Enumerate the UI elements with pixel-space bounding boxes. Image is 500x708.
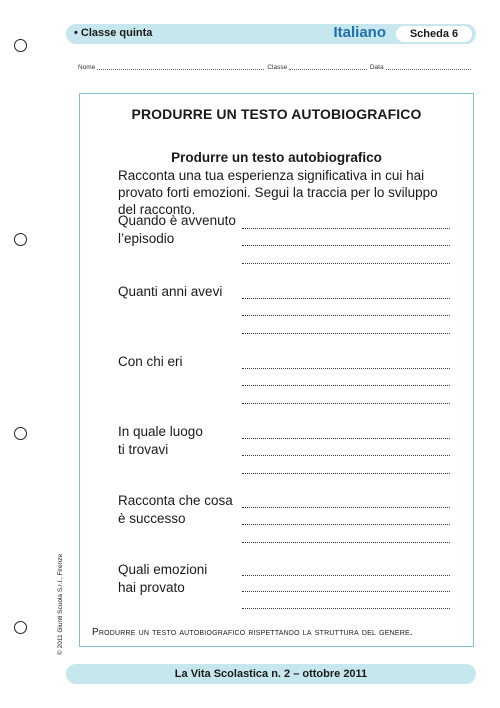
header-bar [66,24,476,44]
worksheet-frame [79,93,474,647]
worksheet-title: PRODURRE UN TESTO AUTOBIOGRAFICO [131,106,422,122]
question-label: ti trovavi [118,442,169,457]
answer-line[interactable] [242,608,450,609]
date-label: Data [369,64,384,71]
name-field[interactable] [97,63,264,70]
question-label: l’episodio [118,231,175,246]
question-label: Con chi eri [118,354,183,369]
answer-line[interactable] [242,403,450,404]
question-label: Quali emozioni [118,562,208,577]
answer-line[interactable] [242,473,450,474]
class-level-label: • Classe quinta [74,27,153,39]
student-info-row [78,63,474,71]
footer-bar [66,664,476,684]
answer-line[interactable] [242,575,450,576]
answer-line[interactable] [242,542,450,543]
question-label: è successo [118,511,186,526]
binder-hole-2 [14,233,27,246]
answer-line[interactable] [242,385,450,386]
binder-hole-3 [14,427,27,440]
question-1 [118,212,258,248]
sheet-number-badge: Scheda 6 [396,26,472,42]
closing-instruction: Produrre un testo autobiografico rispettando la struttura del genere. [92,627,413,638]
answer-line[interactable] [242,368,450,369]
answer-line[interactable] [242,298,450,299]
copyright-text: © 2011 Giunti Scuola S.r.l., Firenze [57,553,64,655]
answer-line[interactable] [242,591,450,592]
answer-line[interactable] [242,507,450,508]
exercise-subtitle: Produrre un testo autobiografico [171,150,382,165]
question-label: Quando è avvenuto [118,213,236,228]
name-label: Nome [78,64,96,71]
answer-line[interactable] [242,228,450,229]
question-label: Quanti anni avevi [118,284,223,299]
publication-info: La Vita Scolastica n. 2 – ottobre 2011 [174,668,368,680]
answer-line[interactable] [242,245,450,246]
date-field[interactable] [386,63,471,70]
question-label: In quale luogo [118,424,203,439]
question-4 [118,423,258,459]
binder-hole-1 [14,39,27,52]
question-3 [118,353,258,371]
question-5 [118,492,258,528]
class-field[interactable] [289,63,367,70]
answer-line[interactable] [242,455,450,456]
binder-hole-4 [14,621,27,634]
class-label: Classe [267,64,288,71]
answer-line[interactable] [242,315,450,316]
subject-title: Italiano [333,24,386,41]
answer-line[interactable] [242,333,450,334]
question-label: Racconta che cosa [118,493,233,508]
answer-line[interactable] [242,438,450,439]
exercise-instructions: Racconta una tua esperienza significativa in cui hai provato forti emozioni. Segui la traccia per lo sviluppo del racconto. [118,168,438,217]
question-label: hai provato [118,580,185,595]
answer-line[interactable] [242,263,450,264]
question-2 [118,283,258,301]
answer-line[interactable] [242,524,450,525]
question-6 [118,561,258,597]
